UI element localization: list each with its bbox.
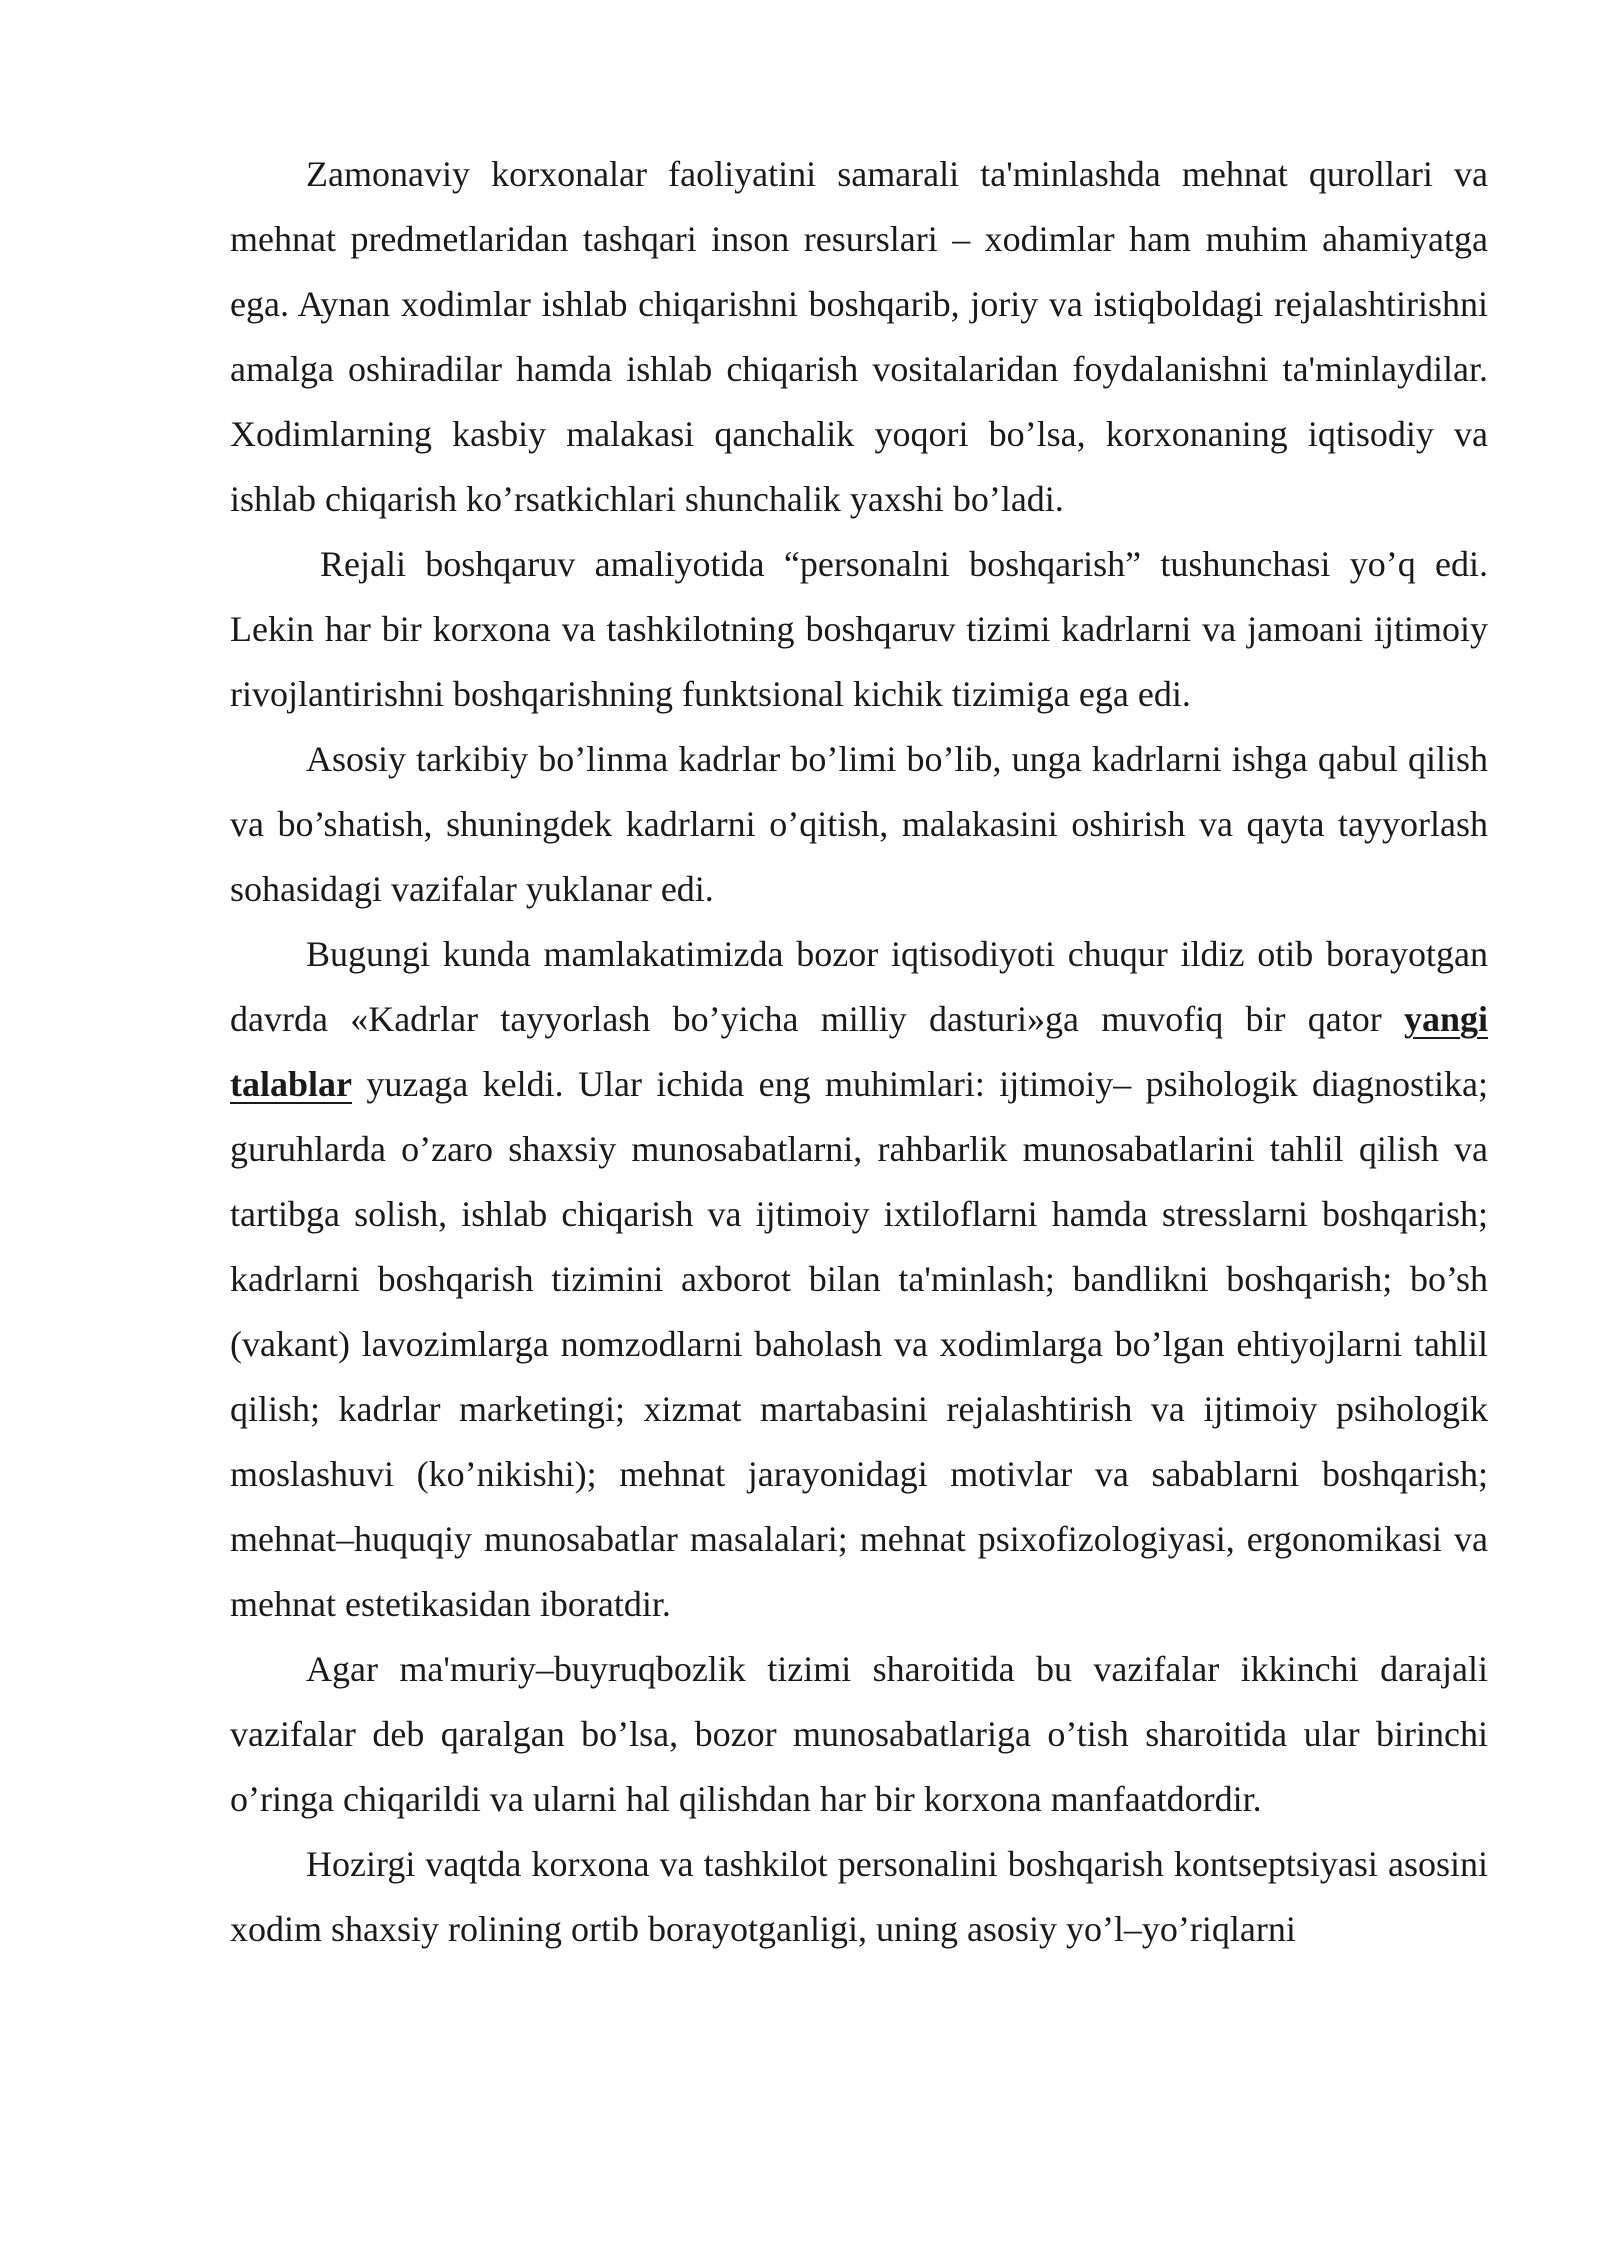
paragraph-6: Hozirgi vaqtda korxona va tashkilot personalini boshqarish kontseptsiyasi asosini xodim shaxsiy rolining ortib borayotganligi, uning asosiy yo’l–yo’riqlarni: [230, 1844, 1488, 1949]
paragraph-5: Agar ma'muriy–buyruqbozlik tizimi sharoitida bu vazifalar ikkinchi darajali vazifalar deb qaralgan bo’lsa, bozor munosabatlariga o’tish sharoitida ular birinchi o’ringa chiqarildi va ularni hal qilishdan har bir korxona manfaatdordir.: [230, 1649, 1488, 1819]
paragraph-4: [230, 922, 1488, 1637]
paragraph-1: Zamonaviy korxonalar faoliyatini samarali ta'minlashda mehnat qurollari va mehnat predmetlaridan tashqari inson resurslari – xodimlar ham muhim ahamiyatga ega. Aynan xodimlar ishlab chiqarishni boshqarib, joriy va istiqboldagi rejalashtirishni amalga oshiradilar hamda ishlab chiqarish vositalaridan foydalanishni ta'minlaydilar. Xodimlarning kasbiy malakasi qanchalik yoqori bo’lsa, korxonaning iqtisodiy va ishlab chiqarish ko’rsatkichlari shunchalik yaxshi bo’ladi.: [230, 154, 1488, 519]
paragraph-2: Rejali boshqaruv amaliyotida “personalni boshqarish” tushunchasi yo’q edi. Lekin har bir korxona va tashkilotning boshqaruv tizimi kadrlarni va jamoani ijtimoiy rivojlantirishni boshqarishning funktsional kichik tizimiga ega edi.: [230, 544, 1488, 714]
paragraph-3: Asosiy tarkibiy bo’linma kadrlar bo’limi bo’lib, unga kadrlarni ishga qabul qilish va bo’shatish, shuningdek kadrlarni o’qitish, malakasini oshirish va qayta tayyorlash sohasidagi vazifalar yuklanar edi.: [230, 739, 1488, 909]
emphasized-phrase: yangi talablar: [230, 999, 1488, 1104]
paragraph-4-text-end: yuzaga keldi. Ular ichida eng muhimlari: ijtimoiy– psihologik diagnostika; guruhlarda o’zaro shaxsiy munosabatlarni, rahbarlik munosabatlarini tahlil qilish va tartibga solish, ishlab chiqarish va ijtimoiy ixtiloflarni hamda stresslarni boshqarish; kadrlarni boshqarish tizimini axborot bilan ta'minlash; bandlikni boshqarish; bo’sh (vakant) lavozimlarga nomzodlarni baholash va xodimlarga bo’lgan ehtiyojlarni tahlil qilish; kadrlar marketingi; xizmat martabasini rejalashtirish va ijtimoiy psihologik moslashuvi (ko’nikishi); mehnat jarayonidagi motivlar va sabablarni boshqarish; mehnat–huquqiy munosabatlar masalalari; mehnat psixofizologiyasi, ergonomikasi va mehnat estetikasidan iboratdir.: [230, 1064, 1488, 1624]
paragraph-4-text-start: Bugungi kunda mamlakatimizda bozor iqtisodiyoti chuqur ildiz otib borayotgan davrda «Kadrlar tayyorlash bo’yicha milliy dasturi»ga muvofiq bir qator: [230, 934, 1488, 1039]
